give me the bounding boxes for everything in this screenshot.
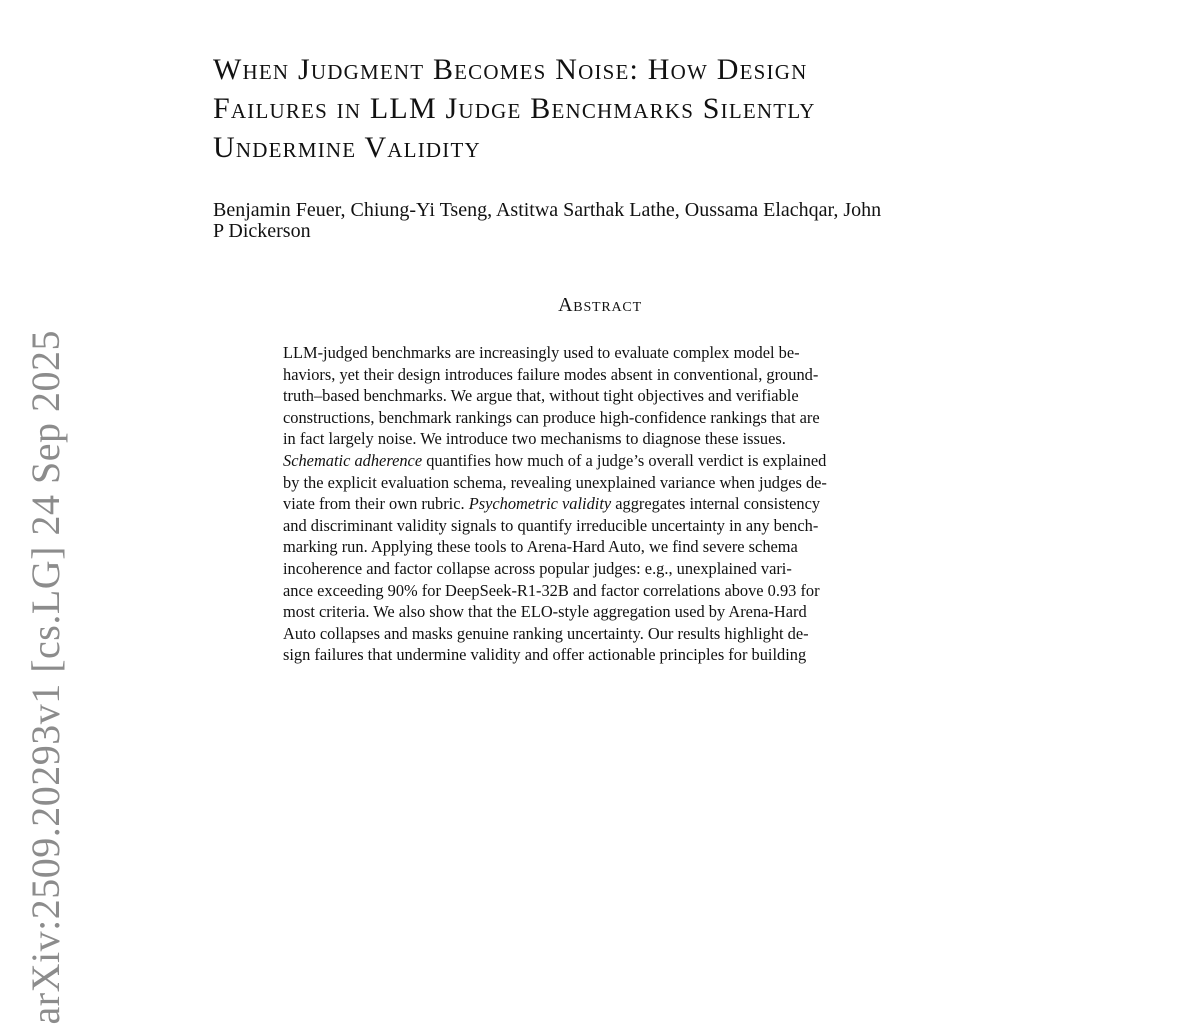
abstract-text: sign failures that undermine validity and offer actionable principles for building: [283, 645, 807, 665]
abstract-text: constructions, benchmark rankings can produce high-confidence rankings that are: [283, 407, 820, 427]
abstract-line: [283, 342, 923, 364]
abstract-line: [283, 580, 923, 602]
title-line: When Judgment Becomes Noise: How Design: [213, 53, 808, 86]
abstract-text: in fact largely noise. We introduce two mechanisms to diagnose these issues.: [283, 429, 786, 449]
title-line: Undermine Validity: [213, 131, 481, 164]
abstract-line: [283, 407, 923, 429]
abstract-text: and discriminant validity signals to quantify irreducible uncertainty in any bench-: [283, 515, 819, 535]
abstract-text: by the explicit evaluation schema, revealing unexplained variance when judges de-: [283, 472, 827, 492]
abstract-line: [283, 601, 923, 623]
abstract-body: [283, 342, 923, 666]
abstract-text: truth–based benchmarks. We argue that, without tight objectives and verifiable: [283, 386, 799, 406]
abstract-heading: Abstract: [558, 294, 642, 316]
abstract-text: LLM-judged benchmarks are increasingly used to evaluate complex model be-: [283, 343, 800, 362]
abstract-line: [283, 428, 923, 450]
abstract-text: incoherence and factor collapse across popular judges: e.g., unexplained vari-: [283, 558, 792, 578]
abstract-term: Schematic adherence: [283, 450, 423, 470]
abstract-text: haviors, yet their design introduces failure modes absent in conventional, ground-: [283, 364, 819, 384]
abstract-line: [283, 493, 923, 515]
abstract-line: [283, 472, 923, 494]
arxiv-identifier: arXiv:2509.20293v1 [cs.LG] 24 Sep 2025: [23, 330, 68, 1024]
abstract-term: Psychometric validity: [468, 494, 612, 514]
abstract-line: [283, 450, 923, 472]
abstract-line: [283, 623, 923, 645]
abstract-line: [283, 364, 923, 386]
abstract-text: most criteria. We also show that the ELO-style aggregation used by Arena-Hard: [283, 602, 807, 622]
abstract-text: aggregates internal consistency: [611, 494, 821, 514]
author-line: Benjamin Feuer, Chiung-Yi Tseng, Astitwa Sarthak Lathe, Oussama Elachqar, John: [213, 199, 882, 221]
author-list: [213, 200, 1003, 242]
abstract-line: [283, 536, 923, 558]
abstract-line: [283, 558, 923, 580]
abstract-text: viate from their own rubric.: [283, 494, 469, 514]
title-line: Failures in LLM Judge Benchmarks Silently: [213, 92, 816, 125]
paper-title: [213, 50, 1003, 167]
abstract-line: [283, 385, 923, 407]
author-line: P Dickerson: [213, 220, 311, 242]
abstract-text: ance exceeding 90% for DeepSeek-R1-32B and factor correlations above 0.93 for: [283, 580, 820, 600]
abstract-text: marking run. Applying these tools to Arena-Hard Auto, we find severe schema: [283, 537, 798, 557]
arxiv-sidebar-stamp: [22, 0, 82, 1024]
abstract-line: [283, 515, 923, 537]
abstract-line: [283, 644, 923, 666]
abstract-text: Auto collapses and masks genuine ranking uncertainty. Our results highlight de-: [283, 623, 809, 643]
abstract-text: quantifies how much of a judge’s overall verdict is explained: [422, 450, 827, 470]
